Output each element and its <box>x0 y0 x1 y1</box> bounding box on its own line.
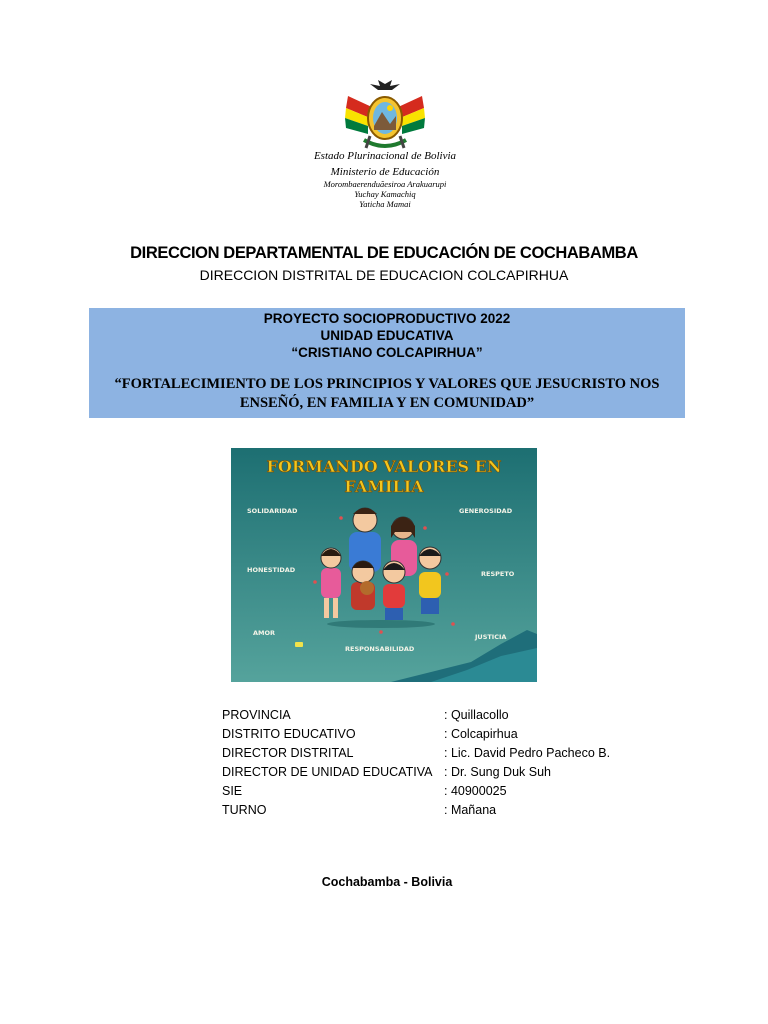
info-row-distrito <box>222 725 610 744</box>
school-name: “CRISTIANO COLCAPIRHUA” <box>291 345 483 360</box>
project-title: PROYECTO SOCIOPRODUCTIVO 2022 <box>263 311 511 326</box>
info-label: SIE <box>222 784 243 798</box>
school-info-table <box>222 706 610 820</box>
info-value: : Dr. Sung Duk Suh <box>444 765 552 779</box>
info-label: TURNO <box>222 803 267 817</box>
district-title: DIRECCION DISTRITAL DE EDUCACION COLCAPIRHUA <box>199 267 569 283</box>
info-value: : Lic. David Pedro Pacheco B. <box>444 746 611 760</box>
illustration-title-line-1: FORMANDO VALORES EN <box>266 457 502 476</box>
info-value: : Quillacollo <box>444 708 509 722</box>
info-row-turno <box>222 801 610 820</box>
info-label: DIRECTOR DE UNIDAD EDUCATIVA <box>222 765 433 779</box>
value-generosidad: GENEROSIDAD <box>459 507 513 515</box>
family-values-illustration <box>231 448 537 682</box>
departmental-title: DIRECCION DEPARTAMENTAL DE EDUCACIÓN DE COCHABAMBA <box>130 244 638 262</box>
value-solidaridad: SOLIDARIDAD <box>247 507 298 515</box>
ministry-line-1: Estado Plurinacional de Bolivia <box>313 150 457 162</box>
info-row-sie <box>222 782 610 801</box>
value-justicia: JUSTICIA <box>475 633 507 641</box>
info-row-director-distrital <box>222 744 610 763</box>
small-tag-icon <box>295 642 303 647</box>
ministry-line-3: Morombaerenduãesiroa Arakuarupi <box>323 179 447 190</box>
ministry-caption <box>285 150 485 210</box>
ministry-line-5: Yaticha Mamai <box>359 198 411 209</box>
info-row-provincia <box>222 706 610 725</box>
project-banner <box>89 308 685 418</box>
value-respeto: RESPETO <box>481 570 515 578</box>
illustration-title-line-2: FAMILIA <box>344 477 424 496</box>
value-responsabilidad: RESPONSABILIDAD <box>345 645 415 653</box>
ministry-line-2: Ministerio de Educación <box>330 165 440 178</box>
info-label: DISTRITO EDUCATIVO <box>222 727 356 741</box>
info-label: DIRECTOR DISTRITAL <box>222 746 354 760</box>
footer-location: Cochabamba - Bolivia <box>321 875 453 889</box>
school-label: UNIDAD EDUCATIVA <box>320 328 454 343</box>
info-label: PROVINCIA <box>222 708 291 722</box>
info-value: : Colcapirhua <box>444 727 518 741</box>
value-honestidad: HONESTIDAD <box>247 566 296 574</box>
value-amor: AMOR <box>253 629 276 637</box>
ministry-line-4: Yuchay Kamachiq <box>354 189 416 200</box>
info-value: : 40900025 <box>444 784 507 798</box>
bolivia-coat-of-arms-icon <box>340 78 430 156</box>
info-value: : Mañana <box>444 803 497 817</box>
info-row-director-unidad <box>222 763 610 782</box>
project-motto: “FORTALECIMIENTO DE LOS PRINCIPIOS Y VALORES QUE JESUCRISTO NOS ENSEÑÓ, EN FAMILIA Y EN COMUNIDAD” <box>114 376 660 411</box>
